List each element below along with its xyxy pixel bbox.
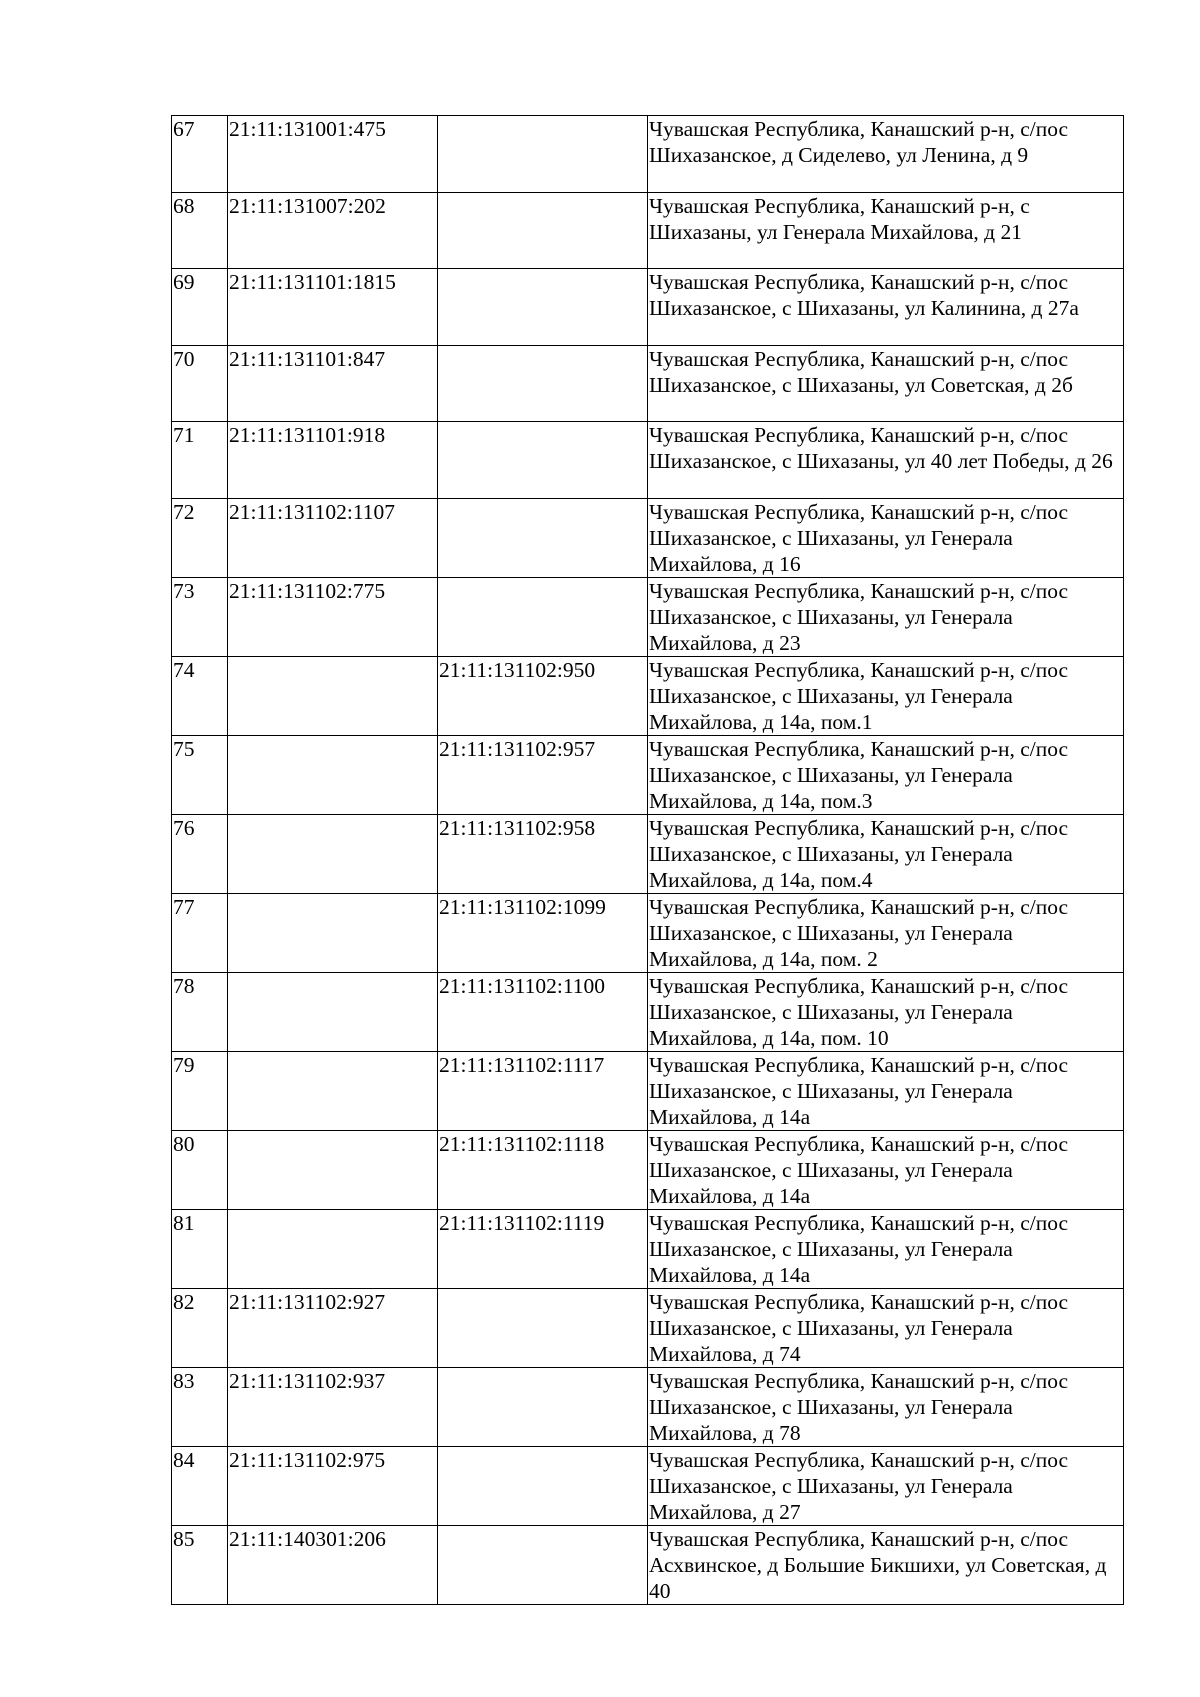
address-cell: Чувашская Республика, Канашский р-н, с/пос Шихазанское, с Шихазаны, ул Генерала Михайлова, д 14а <box>648 1051 1124 1130</box>
premises-cadastral-number-cell <box>438 498 648 577</box>
table-row <box>172 192 1124 269</box>
land-cadastral-number-cell <box>228 735 438 814</box>
land-cadastral-number-cell <box>228 893 438 972</box>
premises-cadastral-number-cell <box>438 1525 648 1604</box>
table-row <box>172 1130 1124 1209</box>
land-cadastral-number-cell: 21:11:131101:847 <box>228 345 438 422</box>
table-row <box>172 269 1124 346</box>
premises-cadastral-number-cell: 21:11:131102:957 <box>438 735 648 814</box>
row-number-cell: 68 <box>172 192 228 269</box>
land-cadastral-number-cell: 21:11:131101:918 <box>228 422 438 499</box>
address-cell: Чувашская Республика, Канашский р-н, с/пос Шихазанское, с Шихазаны, ул Генерала Михайлова, д 14а, пом. 10 <box>648 972 1124 1051</box>
land-cadastral-number-cell: 21:11:131102:1107 <box>228 498 438 577</box>
premises-cadastral-number-cell <box>438 1446 648 1525</box>
table-row <box>172 1209 1124 1288</box>
land-cadastral-number-cell: 21:11:131102:927 <box>228 1288 438 1367</box>
land-cadastral-number-cell: 21:11:131102:775 <box>228 577 438 656</box>
row-number-cell: 77 <box>172 893 228 972</box>
row-number-cell: 75 <box>172 735 228 814</box>
premises-cadastral-number-cell: 21:11:131102:1100 <box>438 972 648 1051</box>
address-cell: Чувашская Республика, Канашский р-н, с/пос Шихазанское, с Шихазаны, ул Генерала Михайлова, д 14а, пом.4 <box>648 814 1124 893</box>
address-cell: Чувашская Республика, Канашский р-н, с/пос Асхвинское, д Большие Бикшихи, ул Советская, д 40 <box>648 1525 1124 1604</box>
land-cadastral-number-cell <box>228 972 438 1051</box>
premises-cadastral-number-cell <box>438 1367 648 1446</box>
address-cell: Чувашская Республика, Канашский р-н, с/пос Шихазанское, с Шихазаны, ул 40 лет Победы, д 26 <box>648 422 1124 499</box>
row-number-cell: 79 <box>172 1051 228 1130</box>
row-number-cell: 74 <box>172 656 228 735</box>
premises-cadastral-number-cell <box>438 192 648 269</box>
address-cell: Чувашская Республика, Канашский р-н, с/пос Шихазанское, с Шихазаны, ул Генерала Михайлова, д 14а, пом.1 <box>648 656 1124 735</box>
table-row <box>172 1288 1124 1367</box>
land-cadastral-number-cell: 21:11:131101:1815 <box>228 269 438 346</box>
row-number-cell: 85 <box>172 1525 228 1604</box>
row-number-cell: 76 <box>172 814 228 893</box>
table-row <box>172 735 1124 814</box>
table-row <box>172 1525 1124 1604</box>
land-cadastral-number-cell <box>228 656 438 735</box>
row-number-cell: 73 <box>172 577 228 656</box>
address-cell: Чувашская Республика, Канашский р-н, с/пос Шихазанское, с Шихазаны, ул Калинина, д 27а <box>648 269 1124 346</box>
row-number-cell: 81 <box>172 1209 228 1288</box>
address-cell: Чувашская Республика, Канашский р-н, с/пос Шихазанское, с Шихазаны, ул Генерала Михайлова, д 14а, пом. 2 <box>648 893 1124 972</box>
address-cell: Чувашская Республика, Канашский р-н, с/пос Шихазанское, с Шихазаны, ул Генерала Михайлова, д 23 <box>648 577 1124 656</box>
premises-cadastral-number-cell: 21:11:131102:950 <box>438 656 648 735</box>
address-cell: Чувашская Республика, Канашский р-н, с/пос Шихазанское, д Сиделево, ул Ленина, д 9 <box>648 116 1124 193</box>
row-number-cell: 67 <box>172 116 228 193</box>
row-number-cell: 84 <box>172 1446 228 1525</box>
row-number-cell: 70 <box>172 345 228 422</box>
table-row <box>172 498 1124 577</box>
address-cell: Чувашская Республика, Канашский р-н, с/пос Шихазанское, с Шихазаны, ул Генерала Михайлова, д 14а <box>648 1130 1124 1209</box>
address-cell: Чувашская Республика, Канашский р-н, с/пос Шихазанское, с Шихазаны, ул Генерала Михайлова, д 14а, пом.3 <box>648 735 1124 814</box>
land-cadastral-number-cell <box>228 814 438 893</box>
table-row <box>172 656 1124 735</box>
address-cell: Чувашская Республика, Канашский р-н, с/пос Шихазанское, с Шихазаны, ул Советская, д 2б <box>648 345 1124 422</box>
table-row <box>172 814 1124 893</box>
land-cadastral-number-cell: 21:11:140301:206 <box>228 1525 438 1604</box>
row-number-cell: 80 <box>172 1130 228 1209</box>
table-row <box>172 893 1124 972</box>
land-cadastral-number-cell <box>228 1209 438 1288</box>
premises-cadastral-number-cell <box>438 422 648 499</box>
premises-cadastral-number-cell: 21:11:131102:1118 <box>438 1130 648 1209</box>
premises-cadastral-number-cell <box>438 1288 648 1367</box>
row-number-cell: 82 <box>172 1288 228 1367</box>
premises-cadastral-number-cell <box>438 116 648 193</box>
row-number-cell: 71 <box>172 422 228 499</box>
address-cell: Чувашская Республика, Канашский р-н, с/пос Шихазанское, с Шихазаны, ул Генерала Михайлова, д 78 <box>648 1367 1124 1446</box>
land-cadastral-number-cell <box>228 1130 438 1209</box>
table-row <box>172 1446 1124 1525</box>
property-table <box>171 115 1124 1605</box>
table-row <box>172 1367 1124 1446</box>
premises-cadastral-number-cell <box>438 269 648 346</box>
address-cell: Чувашская Республика, Канашский р-н, с/пос Шихазанское, с Шихазаны, ул Генерала Михайлова, д 14а <box>648 1209 1124 1288</box>
row-number-cell: 69 <box>172 269 228 346</box>
land-cadastral-number-cell: 21:11:131102:975 <box>228 1446 438 1525</box>
premises-cadastral-number-cell <box>438 577 648 656</box>
premises-cadastral-number-cell: 21:11:131102:958 <box>438 814 648 893</box>
address-cell: Чувашская Республика, Канашский р-н, с/пос Шихазанское, с Шихазаны, ул Генерала Михайлова, д 27 <box>648 1446 1124 1525</box>
land-cadastral-number-cell: 21:11:131102:937 <box>228 1367 438 1446</box>
table-row <box>172 345 1124 422</box>
premises-cadastral-number-cell: 21:11:131102:1119 <box>438 1209 648 1288</box>
land-cadastral-number-cell: 21:11:131007:202 <box>228 192 438 269</box>
address-cell: Чувашская Республика, Канашский р-н, с/пос Шихазанское, с Шихазаны, ул Генерала Михайлова, д 74 <box>648 1288 1124 1367</box>
address-cell: Чувашская Республика, Канашский р-н, с Шихазаны, ул Генерала Михайлова, д 21 <box>648 192 1124 269</box>
premises-cadastral-number-cell: 21:11:131102:1099 <box>438 893 648 972</box>
row-number-cell: 72 <box>172 498 228 577</box>
address-cell: Чувашская Республика, Канашский р-н, с/пос Шихазанское, с Шихазаны, ул Генерала Михайлова, д 16 <box>648 498 1124 577</box>
premises-cadastral-number-cell: 21:11:131102:1117 <box>438 1051 648 1130</box>
land-cadastral-number-cell <box>228 1051 438 1130</box>
property-table-body <box>172 116 1124 1605</box>
table-row <box>172 422 1124 499</box>
table-row <box>172 116 1124 193</box>
row-number-cell: 83 <box>172 1367 228 1446</box>
table-row <box>172 972 1124 1051</box>
table-row <box>172 1051 1124 1130</box>
land-cadastral-number-cell: 21:11:131001:475 <box>228 116 438 193</box>
premises-cadastral-number-cell <box>438 345 648 422</box>
table-row <box>172 577 1124 656</box>
row-number-cell: 78 <box>172 972 228 1051</box>
